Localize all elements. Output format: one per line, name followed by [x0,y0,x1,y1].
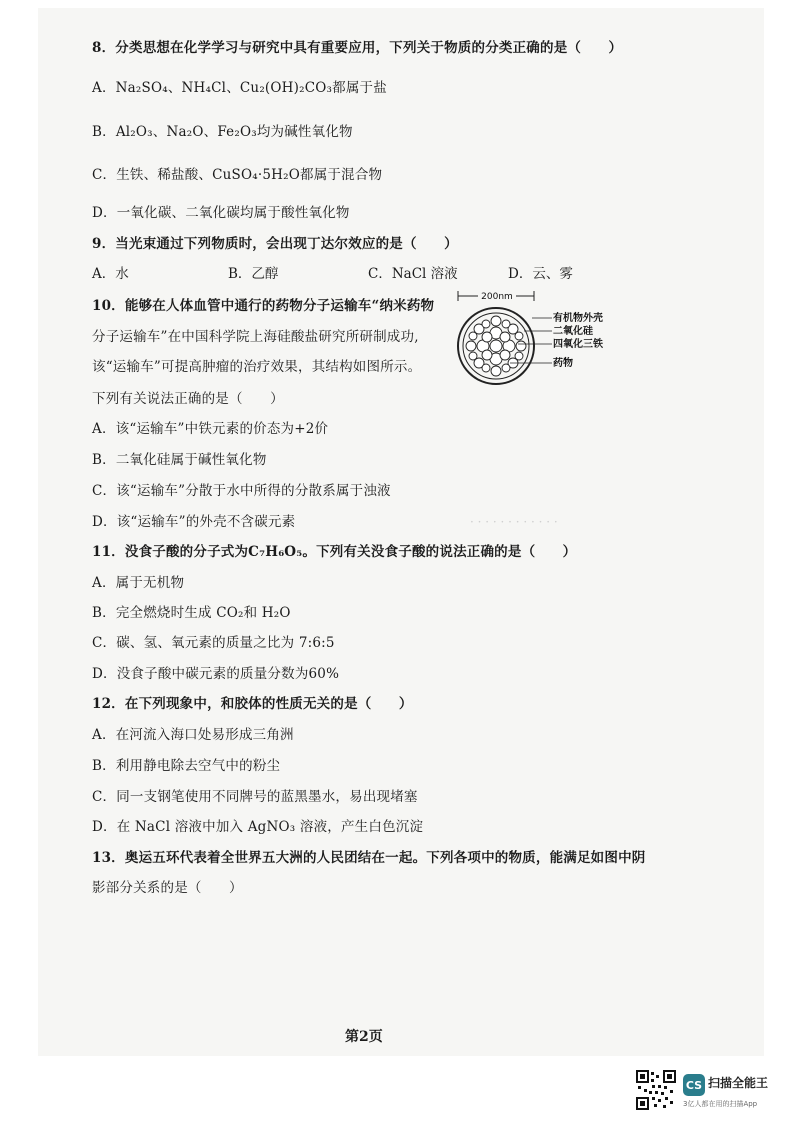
question-13-line-2: 影部分关系的是（ ） [92,880,243,896]
question-12-option-b: B．利用静电除去空气中的粉尘 [92,758,281,774]
scanner-app-logo: CS [683,1074,705,1096]
question-9-option-d: D．云、雾 [508,266,573,282]
question-8-option-a: A．Na₂SO₄、NH₄Cl、Cu₂(OH)₂CO₃都属于盐 [92,80,387,96]
scale-label: 200nm [481,292,513,302]
question-9: 9．当光束通过下列物质时，会出现丁达尔效应的是（ ） [92,236,458,252]
question-8-option-c: C．生铁、稀盐酸、CuSO₄·5H₂O都属于混合物 [92,167,383,183]
question-11-option-c: C．碳、氢、氧元素的质量之比为 7:6:5 [92,635,335,651]
question-12-option-c: C．同一支钢笔使用不同牌号的蓝黑墨水，易出现堵塞 [92,789,418,805]
question-10-option-c: C．该“运输车”分散于水中所得的分散系属于浊液 [92,483,391,499]
page-number: 第2页 [345,1029,383,1045]
nano-carrier-diagram [452,288,632,388]
question-8-option-b: B．Al₂O₃、Na₂O、Fe₂O₃均为碱性氧化物 [92,124,353,140]
question-11-option-b: B．完全燃烧时生成 CO₂和 H₂O [92,605,291,621]
question-8-option-d: D．一氧化碳、二氧化碳均属于酸性氧化物 [92,205,350,221]
question-9-option-b: B．乙醇 [228,266,279,282]
scanner-app-name: 扫描全能王 [708,1076,769,1090]
question-12-option-d: D．在 NaCl 溶液中加入 AgNO₃ 溶液，产生白色沉淀 [92,819,424,835]
question-9-option-c: C．NaCl 溶液 [368,266,458,282]
question-10-option-d: D．该“运输车”的外壳不含碳元素 [92,514,296,530]
question-10-line-1: 10．能够在人体血管中通行的药物分子运输车“纳米药物 [92,298,435,314]
question-10-option-b: B．二氧化硅属于碱性氧化物 [92,452,267,468]
question-8: 8．分类思想在化学学习与研究中具有重要应用，下列关于物质的分类正确的是（ ） [92,40,623,56]
label-drug: 药物 [553,358,573,369]
label-silica: 二氧化硅 [553,326,593,337]
qr-code [636,1070,676,1110]
question-10-line-2: 分子运输车”在中国科学院上海硅酸盐研究所研制成功, [92,329,419,345]
question-10-option-a: A．该“运输车”中铁元素的价态为+2价 [92,421,329,437]
label-iron-oxide: 四氧化三铁 [553,339,603,350]
question-13-line-1: 13．奥运五环代表着全世界五大洲的人民团结在一起。下列各项中的物质，能满足如图中阴 [92,850,646,866]
particle-cluster [466,316,526,376]
question-11-option-d: D．没食子酸中碳元素的质量分数为60% [92,666,340,682]
question-11: 11．没食子酸的分子式为C₇H₆O₅。下列有关没食子酸的说法正确的是（ ） [92,544,577,560]
bleed-through-text: · · · · · · · · · · · · [470,515,558,529]
question-12-option-a: A．在河流入海口处易形成三角洲 [92,727,294,743]
question-10-line-4: 下列有关说法正确的是（ ） [92,391,284,407]
question-11-option-a: A．属于无机物 [92,575,185,591]
label-organic-shell: 有机物外壳 [553,313,603,324]
question-9-option-a: A．水 [92,266,129,282]
question-10-line-3: 该“运输车”可提高肿瘤的治疗效果，其结构如图所示。 [92,359,422,375]
scanner-app-tagline: 3亿人都在用的扫描App [683,1100,758,1108]
question-12: 12．在下列现象中，和胶体的性质无关的是（ ） [92,696,413,712]
